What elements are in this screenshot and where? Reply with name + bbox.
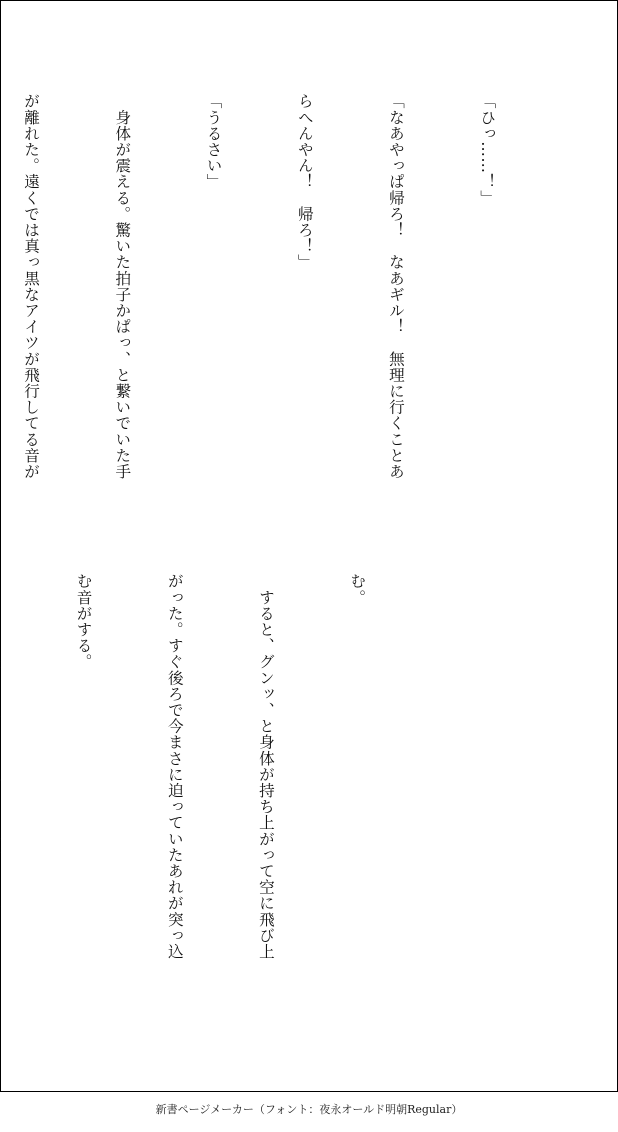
text-line: がった。すぐ後ろで今まさに迫っていたあれが突っ込 [165,573,184,960]
text-line: 「ひっ……！」 [478,93,497,206]
text-line: 「なあやっぱ帰ろ！ なあギル！ 無理に行くことあ [386,93,405,480]
text-line: む。 [348,573,367,606]
text-line: 身体が震える。驚いた拍子かぱっ、と繋いでいた手 [113,93,132,480]
text-line: む音がする。 [74,573,93,670]
footer-caption: 新書ページメーカー（フォント：夜永オールド明朝Regular） [155,1103,463,1116]
text-line [0,573,7,1035]
text-line: すると、グンッ、と身体が持ち上がって空に飛び上 [256,573,275,960]
text-line: らへんやん！ 帰ろ！」 [295,93,314,271]
text-line: 「うるさい」 [204,93,223,190]
text-block-lower [0,573,433,1035]
text-line: が離れた。遠くでは真っ黒なアイツが飛行してる音が [22,93,41,480]
text-block-upper [0,93,563,555]
